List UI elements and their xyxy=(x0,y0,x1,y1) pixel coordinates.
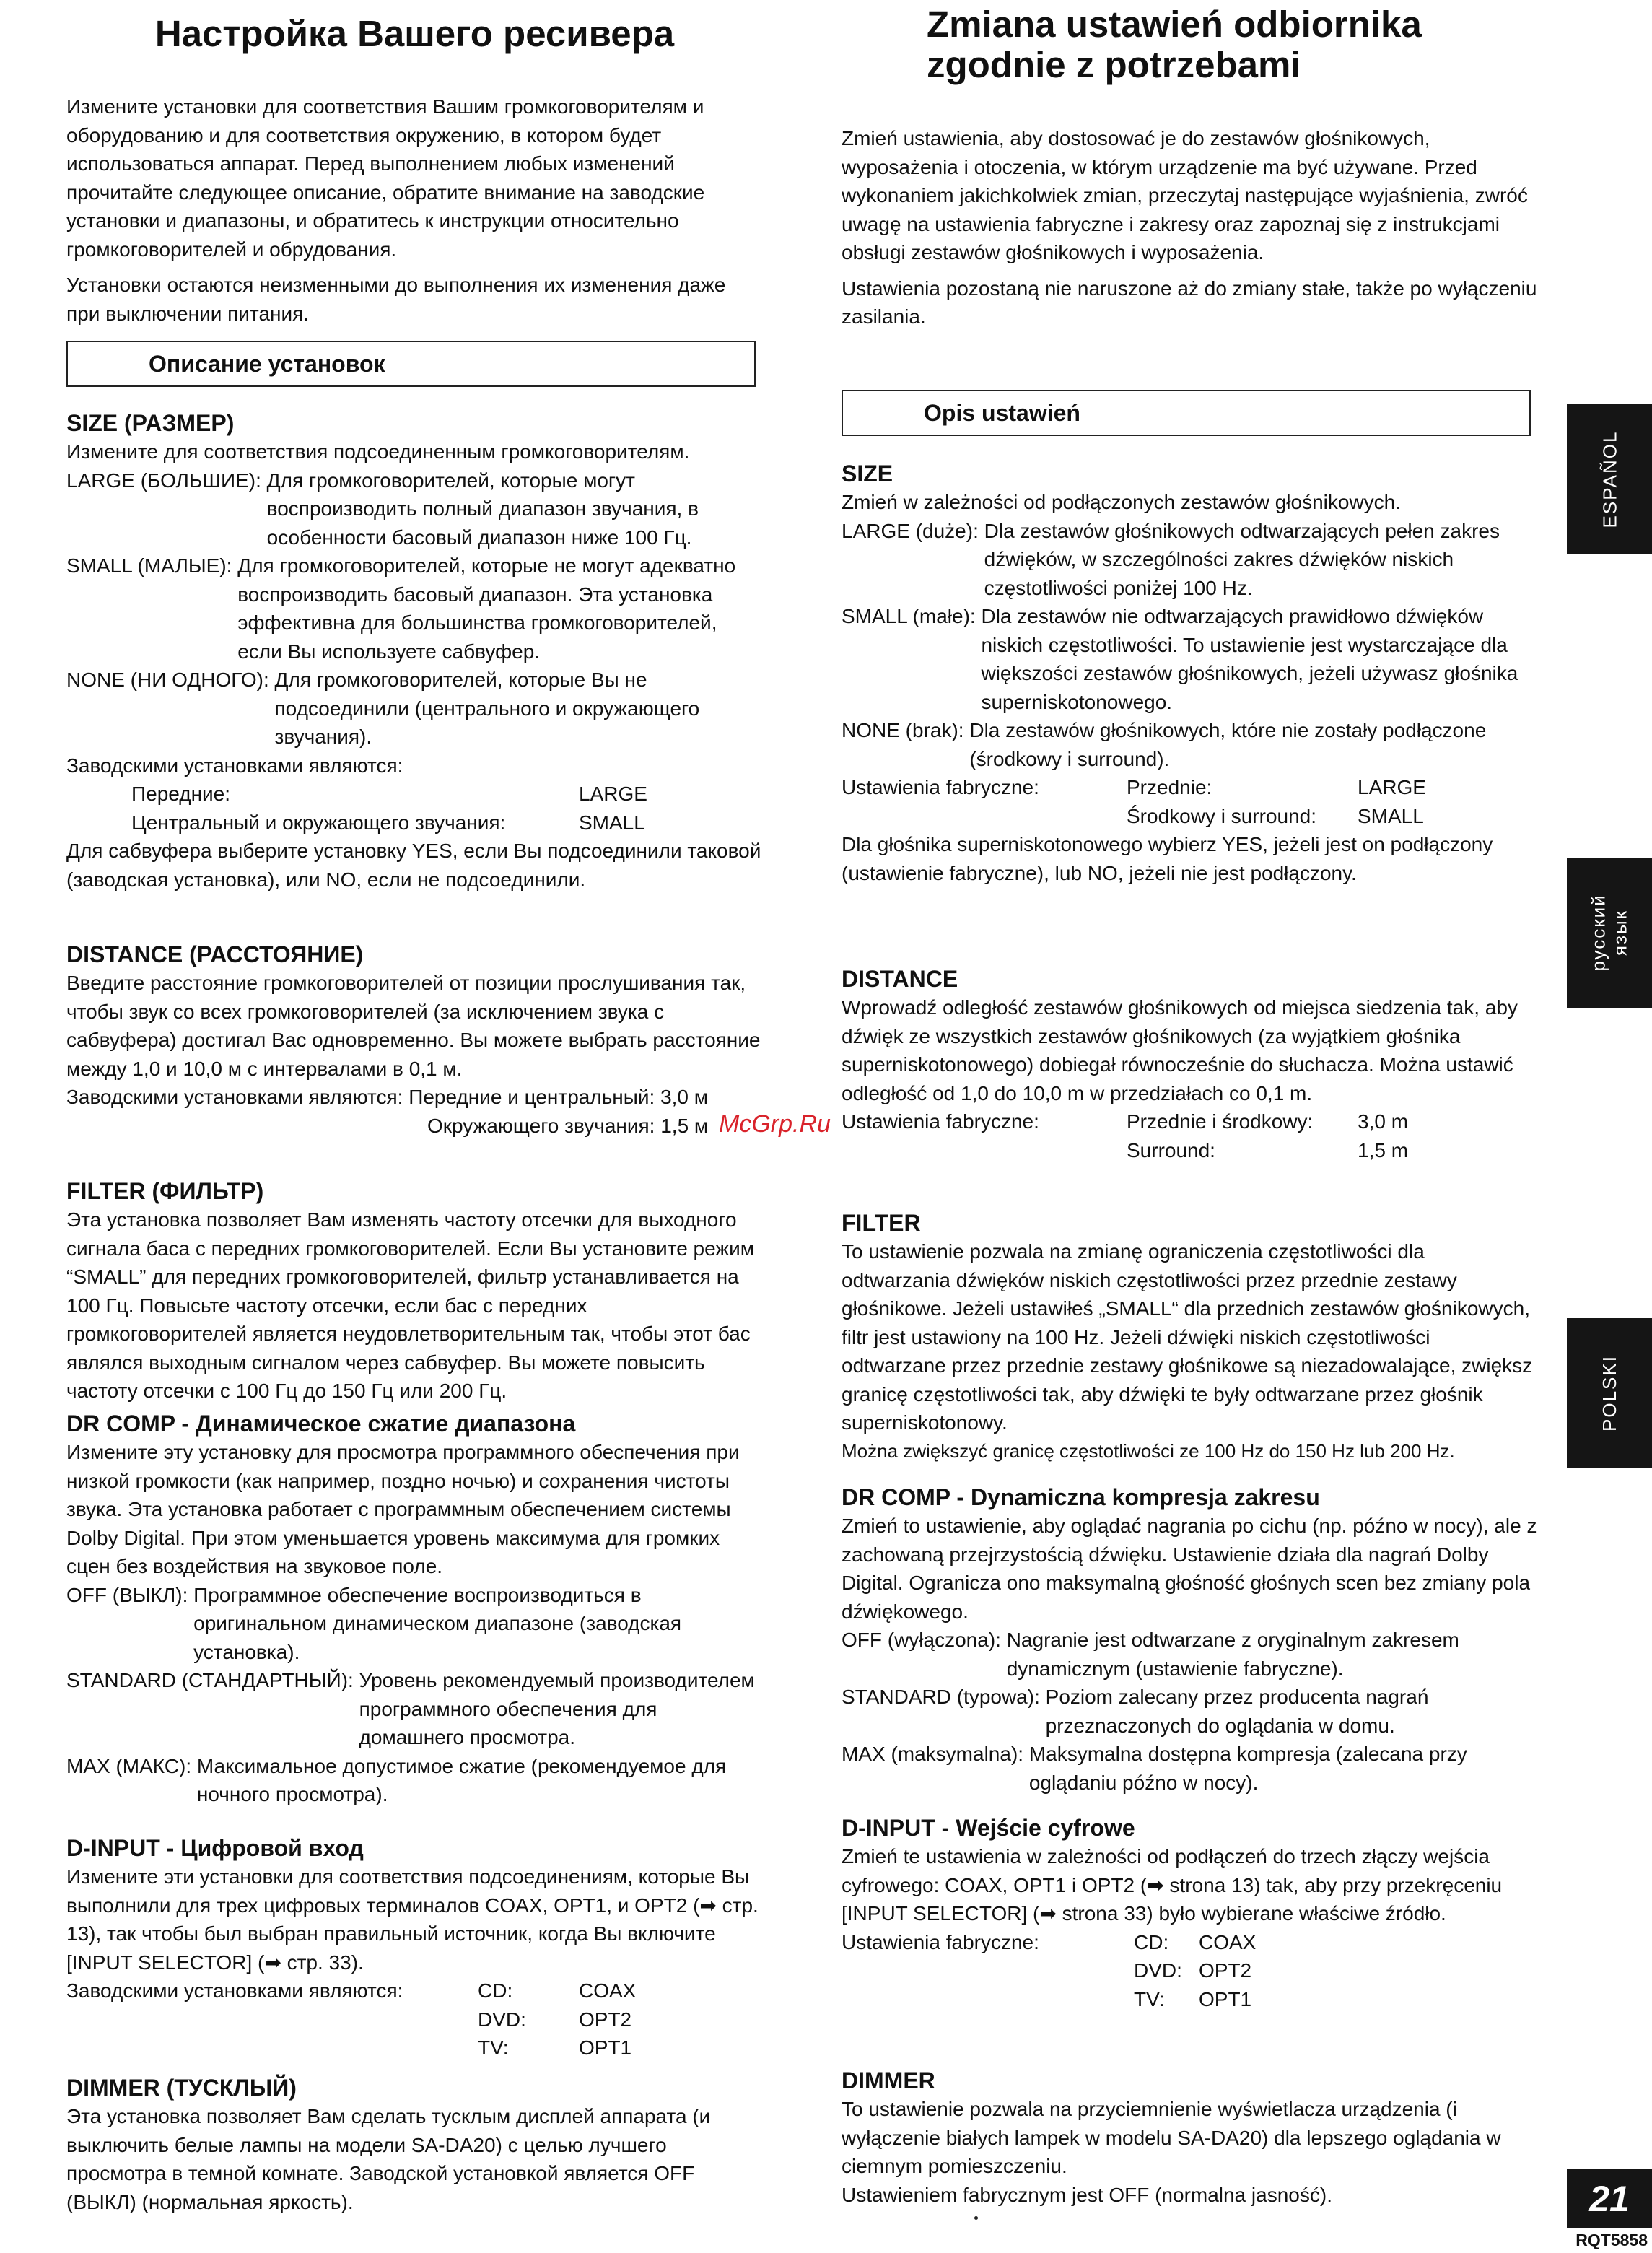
filter-section-pl xyxy=(842,1208,1538,1465)
factory-key: Surround: xyxy=(1127,1138,1215,1162)
distance-factory-1: Заводскими установками являются: Передние и центральный: 3,0 м xyxy=(66,1086,709,1108)
factory-key: CD: xyxy=(1134,1930,1169,1953)
factory-value: LARGE xyxy=(579,783,647,805)
factory-key: Центральный и окружающего звучания: xyxy=(131,811,506,834)
size-none-def xyxy=(842,716,1538,773)
size-none-def xyxy=(66,666,763,751)
size-subwoofer-note: Для сабвуфера выберите установку YES, если Вы подсоединили таковой (заводская установка), или NO, если не подсоединили. xyxy=(66,840,761,891)
drcomp-standard-def xyxy=(842,1683,1538,1740)
dimmer-section-ru xyxy=(66,2073,763,2216)
dinput-factory-values xyxy=(842,1928,1538,2014)
dimmer-text: Эта установка позволяет Вам сделать тусклым дисплей аппарата (и выключить белые лампы на модели SA-DA20) с целью лучшего просмотра в темной комнате. Заводской установкой является OFF (ВЫКЛ) (нормальная яркость). xyxy=(66,2105,711,2213)
size-small-def xyxy=(66,552,763,666)
def-desc: Максимальное допустимое сжатие (рекомендуемое для ночного просмотра). xyxy=(196,1754,727,1805)
dinput-factory-values xyxy=(66,1977,763,2062)
size-large-def xyxy=(842,517,1538,603)
drcomp-off-def xyxy=(66,1581,763,1667)
dimmer-heading: DIMMER xyxy=(842,2067,935,2093)
drcomp-heading: DR COMP - Dynamiczna kompresja zakresu xyxy=(842,1484,1320,1510)
drcomp-max-def xyxy=(842,1740,1538,1797)
factory-key: TV: xyxy=(1134,1987,1165,2010)
tab-label: POLSKI xyxy=(1599,1355,1620,1431)
distance-section-pl xyxy=(842,964,1538,1164)
stray-mark xyxy=(974,2216,978,2220)
dinput-section-ru xyxy=(66,1834,763,2062)
drcomp-section-ru xyxy=(66,1409,763,1809)
def-term: STANDARD (СТАНДАРТНЫЙ): xyxy=(66,1669,359,1691)
factory-key: Przednie i środkowy: xyxy=(1127,1110,1314,1133)
dinput-section-pl xyxy=(842,1813,1538,2013)
drcomp-max-def xyxy=(66,1752,763,1809)
drcomp-text: Измените эту установку для просмотра программного обеспечения при низкой громкости (как например, поздно ночью) и сохранения чистоты звука. Эта установка работает с программным обеспечением системы Dolby Digital. При этом уменьшается уровень максимума для громких сцен без воздействия на звуковое поле. xyxy=(66,1441,740,1577)
size-text: Измените для соответствия подсоединенным громкоговорителям. xyxy=(66,440,690,463)
size-text: Zmień w zależności od podłączonych zestawów głośnikowych. xyxy=(842,491,1402,513)
section-box-heading-ru: Описание установок xyxy=(66,341,756,387)
drcomp-off-def xyxy=(842,1626,1538,1683)
def-desc: Для громкоговорителей, которые могут воспроизводить полный диапазон звучания, в особенности басовый диапазон ниже 100 Гц. xyxy=(266,469,699,549)
factory-value: OPT1 xyxy=(1199,1987,1252,2010)
size-small-def xyxy=(842,602,1538,716)
size-subwoofer-note: Dla głośnika superniskotonowego wybierz YES, jeżeli jest on podłączony (ustawienie fabryczne), lub NO, jeżeli nie jest podłączony. xyxy=(842,833,1493,884)
size-section-pl xyxy=(842,459,1538,887)
def-term: OFF (wyłączona): xyxy=(842,1629,1007,1651)
document-code: RQT5858 xyxy=(1575,2231,1648,2249)
def-desc: Poziom zalecany przez producenta nagrań przeznaczonych do oglądania w domu. xyxy=(1045,1686,1429,1737)
filter-heading: FILTER (ФИЛЬТР) xyxy=(66,1178,264,1204)
def-desc: Для громкоговорителей, которые не могут адекватно воспроизводить басовый диапазон. Эта установка эффективна для большинства громкоговорителей, если Вы используете сабвуфер. xyxy=(237,554,736,663)
def-desc: Nagranie jest odtwarzane z oryginalnym zakresem dynamicznym (ustawienie fabryczne). xyxy=(1006,1629,1459,1680)
def-desc: Программное обеспечение воспроизводиться в оригинальном динамическом диапазоне (заводская установка). xyxy=(193,1583,682,1663)
def-term: NONE (brak): xyxy=(842,719,970,741)
title-line: Zmiana ustawień odbiornika xyxy=(927,4,1422,45)
def-term: MAX (МАКС): xyxy=(66,1754,197,1777)
title-line: zgodnie z potrzebami xyxy=(927,44,1301,86)
tab-label-line: язык xyxy=(1609,909,1631,956)
factory-key: CD: xyxy=(478,1979,513,2002)
language-tab-espanol xyxy=(1567,404,1652,554)
factory-label: Ustawienia fabryczne: xyxy=(842,1110,1039,1133)
def-term: OFF (ВЫКЛ): xyxy=(66,1583,194,1606)
size-section-ru xyxy=(66,409,763,894)
drcomp-text: Zmień to ustawienie, aby oglądać nagrania po cichu (np. późno w nocy), ale z zachowaną przejrzystością dźwięku. Ustawienie działa dla nagrań Dolby Digital. Ogranicza ono maksymalną głośność głośnych scen bez zmiany pola dźwiękowego. xyxy=(842,1515,1537,1623)
language-tab-polski xyxy=(1567,1318,1652,1468)
factory-label: Заводскими установками являются: xyxy=(66,1979,403,2002)
factory-value: OPT1 xyxy=(579,2036,632,2059)
tab-label: ESPAÑOL xyxy=(1599,430,1620,528)
distance-text: Введите расстояние громкоговорителей от позиции прослушивания так, чтобы звук со всех громкоговорителей (за исключением звука с сабвуфера) достигал Вас одновременно. Вы можете выбрать расстояние между 1,0 и 10,0 м с интервалами в 0,1 м. xyxy=(66,972,761,1080)
drcomp-standard-def xyxy=(66,1666,763,1752)
def-desc: Уровень рекомендуемый производителем программного обеспечения для домашнего просмотра. xyxy=(359,1669,755,1748)
factory-key: DVD: xyxy=(478,2008,526,2031)
dimmer-heading: DIMMER (ТУСКЛЫЙ) xyxy=(66,2075,297,2101)
distance-text: Wprowadź odległość zestawów głośnikowych od miejsca siedzenia tak, aby dźwięk ze wszystkich zestawów głośnikowych (za wyjątkiem głośnika superniskotonowego) dobiegał równocześnie do słuchacza. Można ustawić odległość od 1,0 do 10,0 m w przedziałach co 0,1 m. xyxy=(842,996,1518,1104)
drcomp-section-pl xyxy=(842,1483,1538,1797)
filter-section-ru xyxy=(66,1177,763,1406)
factory-value: SMALL xyxy=(579,811,645,834)
intro-paragraph-1: Измените установки для соответствия Вашим громкоговорителям и оборудованию и для соответствия окружению, в котором будет использоваться аппарат. Перед выполнением любых изменений прочитайте следующее описание, обратите внимание на заводские установки и диапазоны, и обратитесь к инструкции относительно громкоговорителей и обрудования. xyxy=(66,95,705,261)
tab-label-line: русский xyxy=(1588,894,1609,972)
def-term: LARGE (duże): xyxy=(842,519,984,542)
def-term: SMALL (МАЛЫЕ): xyxy=(66,554,238,577)
def-desc: Maksymalna dostępna kompresja (zalecana przy oglądaniu późno w nocy). xyxy=(1028,1743,1467,1794)
dinput-heading: D-INPUT - Wejście cyfrowe xyxy=(842,1815,1135,1841)
def-desc: Для громкоговорителей, которые Вы не подсоединили (центрального и окружающего звучания). xyxy=(274,668,700,748)
factory-value: COAX xyxy=(1199,1930,1257,1953)
def-term: STANDARD (typowa): xyxy=(842,1686,1046,1708)
factory-value: SMALL xyxy=(1358,804,1424,827)
watermark: McGrp.Ru xyxy=(719,1110,831,1138)
def-term: MAX (maksymalna): xyxy=(842,1743,1029,1765)
factory-value: 1,5 m xyxy=(1358,1138,1409,1162)
page-title-ru: Настройка Вашего ресивера xyxy=(154,13,675,54)
dimmer-section-pl xyxy=(842,2066,1538,2209)
distance-factory-2: Окружающего звучания: 1,5 м xyxy=(427,1114,709,1137)
def-desc: Dla zestawów nie odtwarzających prawidłowo dźwięków niskich częstotliwości. To ustawienie jest wystarczające dla większości zestawów głośnikowych, jeżeli używasz głośnika superniskotonowego. xyxy=(981,605,1518,713)
dinput-text: Zmień te ustawienia w zależności od podłączeń do trzech złączy wejścia cyfrowego: COAX, OPT1 i OPT2 (➡ strona 13) tak, aby przy przekręceniu [INPUT SELECTOR] (➡ strona 33) było wybierane właściwe źródło. xyxy=(842,1845,1503,1925)
factory-key: Передние: xyxy=(131,783,231,805)
def-desc: Dla zestawów głośnikowych, które nie zostały podłączone (środkowy i surround). xyxy=(969,719,1487,770)
filter-text: Эта установка позволяет Вам изменять частоту отсечки для выходного сигнала баса с передних громкоговорителей. Если Вы установите режим “SMALL” для передних громкоговорителей, фильтр устанавливается на 100 Гц. Повысьте частоту отсечки, если бас с передних громкоговорителей является неудовлетворительным так, чтобы этот бас являлся выходным сигналом через сабвуфер. Вы можете повысить частоту отсечки с 100 Гц до 150 Гц или 200 Гц. xyxy=(66,1208,755,1402)
factory-label: Ustawienia fabryczne: xyxy=(842,776,1039,798)
size-heading: SIZE xyxy=(842,461,893,487)
filter-text-2: Można zwiększyć granicę częstotliwości ze 100 Hz do 150 Hz lub 200 Hz. xyxy=(842,1439,1455,1462)
factory-value: 3,0 m xyxy=(1358,1110,1409,1133)
dinput-text: Измените эти установки для соответствия подсоединениям, которые Вы выполнили для трех цифровых терминалов COAX, OPT1, и OPT2 (➡ стр. 13), так чтобы был выбран правильный источник, когда Вы включите [INPUT SELECTOR] (➡ стр. 33). xyxy=(66,1865,759,1974)
language-tab-russian xyxy=(1567,858,1652,1008)
size-factory-values xyxy=(66,780,763,837)
dimmer-text: To ustawienie pozwala na przyciemnienie wyświetlacza urządzenia (i wyłączenie białych lampek w modelu SA-DA20) dla lepszego oglądania w ciemnym pomieszczeniu. xyxy=(842,2098,1501,2177)
intro-paragraph-2: Установки остаются неизменными до выполнения их изменения даже при выключении питания. xyxy=(66,274,726,325)
filter-heading: FILTER xyxy=(842,1210,921,1236)
size-factory-label: Заводскими установками являются: xyxy=(66,754,403,777)
size-heading: SIZE (РАЗМЕР) xyxy=(66,410,235,436)
distance-heading: DISTANCE (РАССТОЯНИЕ) xyxy=(66,941,364,967)
size-factory-values xyxy=(842,773,1538,830)
def-term: NONE (НИ ОДНОГО): xyxy=(66,668,275,691)
factory-value: COAX xyxy=(579,1979,637,2002)
page-number: 21 xyxy=(1567,2169,1652,2228)
factory-value: OPT2 xyxy=(579,2008,632,2031)
def-term: LARGE (БОЛЬШИЕ): xyxy=(66,469,267,492)
factory-value: OPT2 xyxy=(1199,1959,1252,1982)
tab-label xyxy=(1588,894,1631,971)
distance-factory-values xyxy=(842,1107,1538,1164)
factory-label: Ustawienia fabryczne: xyxy=(842,1930,1039,1953)
page-title-pl xyxy=(927,4,1422,85)
factory-key: TV: xyxy=(478,2036,509,2059)
def-term: SMALL (małe): xyxy=(842,605,982,627)
size-large-def xyxy=(66,466,763,552)
factory-key: Przednie: xyxy=(1127,776,1212,798)
distance-heading: DISTANCE xyxy=(842,966,958,992)
intro-ru xyxy=(66,92,763,328)
distance-section-ru xyxy=(66,940,763,1140)
factory-key: Środkowy i surround: xyxy=(1127,804,1317,827)
dinput-heading: D-INPUT - Цифровой вход xyxy=(66,1835,364,1861)
intro-pl xyxy=(842,124,1538,331)
factory-key: DVD: xyxy=(1134,1959,1182,1982)
intro-paragraph-2: Ustawienia pozostaną nie naruszone aż do zmiany stałe, także po wyłączeniu zasilania. xyxy=(842,276,1537,328)
dimmer-text-2: Ustawieniem fabrycznym jest OFF (normalna jasność). xyxy=(842,2183,1332,2206)
intro-paragraph-1: Zmień ustawienia, aby dostosować je do zestawów głośnikowych, wyposażenia i otoczenia, w którym urządzenie ma być używane. Przed wykonaniem jakichkolwiek zmian, przeczytaj następujące wyjaśnienia, zwróć uwagę na ustawienia fabryczne i zakresy oraz zapoznaj się z instrukcjami obsługi zestawów głośnikowych i wyposażenia. xyxy=(842,127,1528,263)
factory-value: LARGE xyxy=(1358,776,1426,798)
drcomp-heading: DR COMP - Динамическое сжатие диапазона xyxy=(66,1411,576,1437)
filter-text: To ustawienie pozwala na zmianę ograniczenia częstotliwości dla odtwarzania dźwięków niskich częstotliwości przez przednie zestawy głośnikowe. Jeżeli ustawiłeś „SMALL“ dla przednich zestawów głośnikowych, filtr jest ustawiony na 100 Hz. Jeżeli dźwięki niskich częstotliwości odtwarzane przez przednie zestawy głośnikowe są niezadowalające, zwiększ granicę częstotliwości tak, aby dźwięki te były odtwarzane przez głośnik superniskotonowy. xyxy=(842,1240,1533,1434)
section-box-heading-pl: Opis ustawień xyxy=(842,390,1531,436)
def-desc: Dla zestawów głośnikowych odtwarzających pełen zakres dźwięków, w szczególności zakres dźwięków niskich częstotliwości poniżej 100 Hz. xyxy=(984,519,1500,599)
